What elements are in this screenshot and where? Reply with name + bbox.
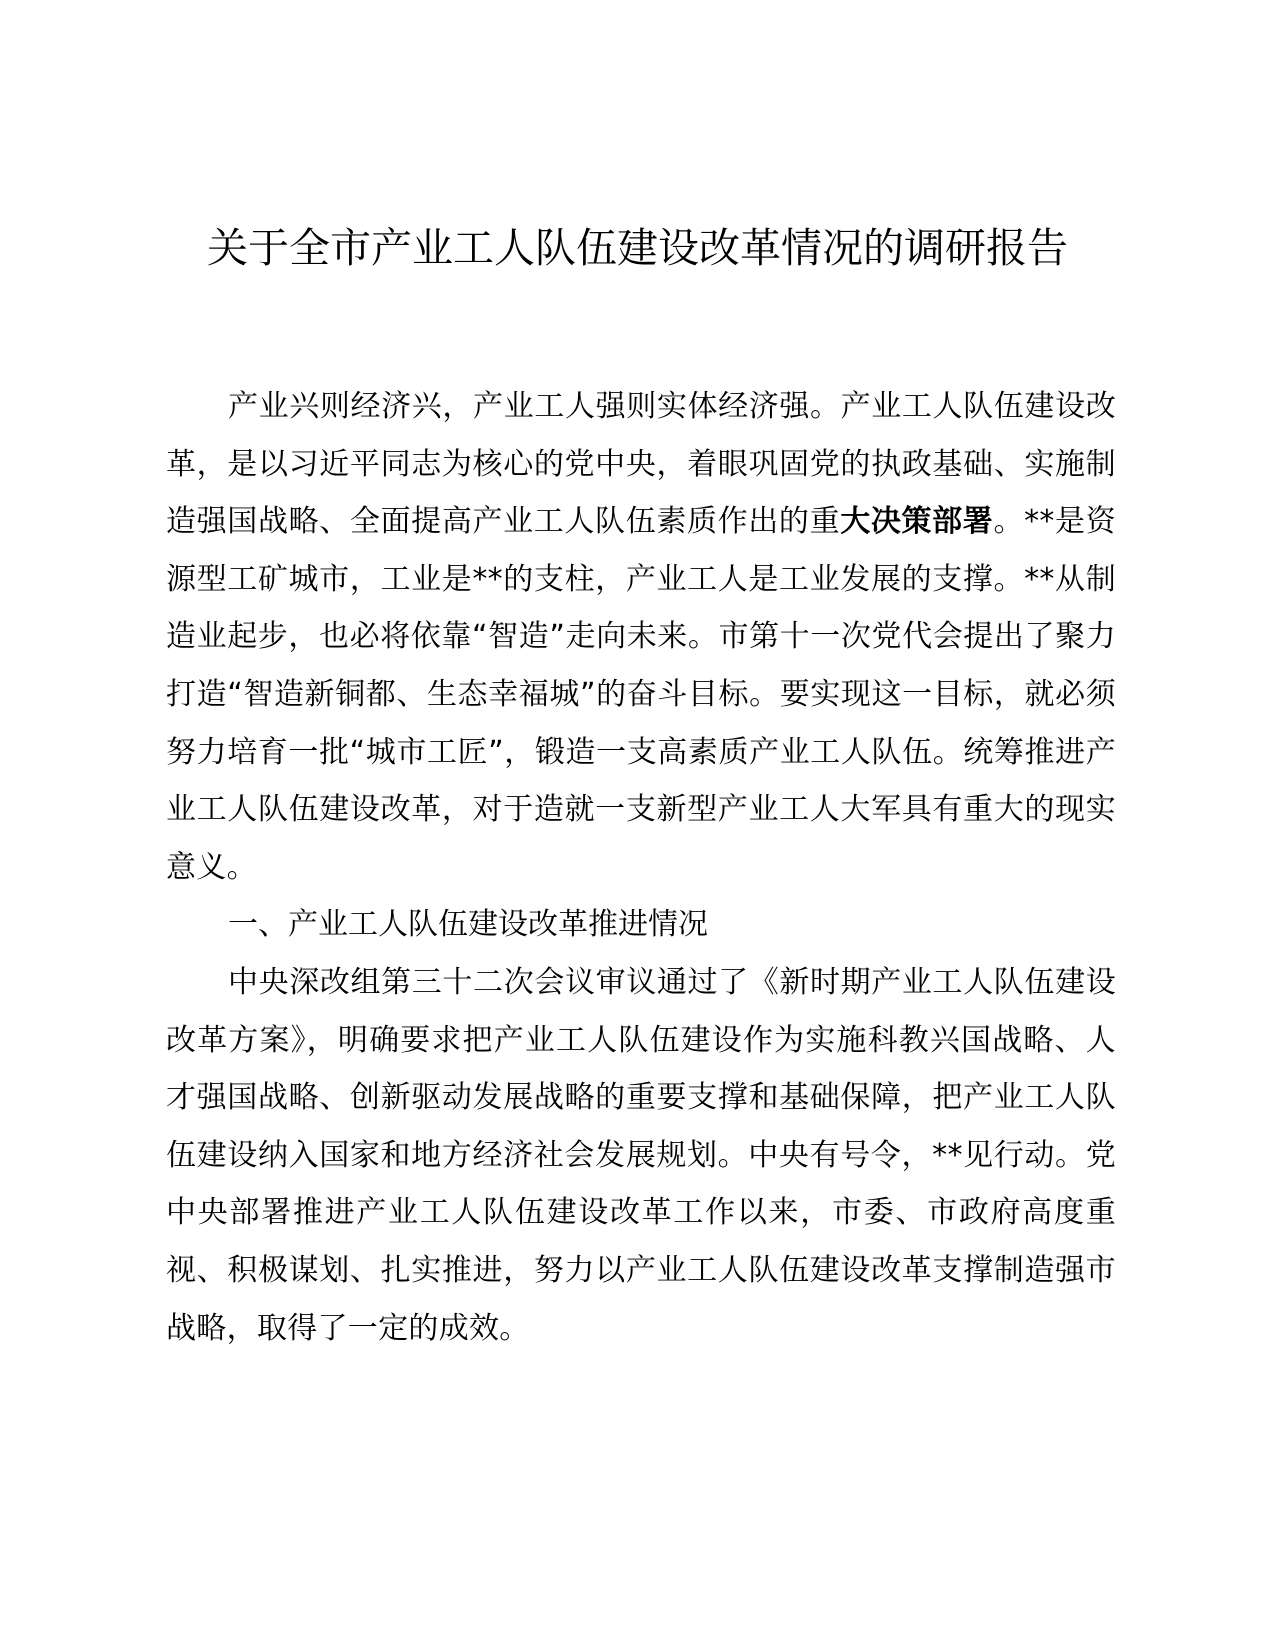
document-body xyxy=(166,378,1116,1357)
intro-paragraph-part2: 。**是资源型工矿城市，工业是**的支柱，产业工人是工业发展的支撑。**从制造业起步，也必将依靠“智造”走向未来。市第十一次党代会提出了聚力打造“智造新铜都、生态幸福城”的奋斗目标。要实现这一目标，就必须努力培育一批“城市工匠”，锻造一支高素质产业工人队伍。统筹推进产业工人队伍建设改革，对于造就一支新型产业工人大军具有重大的现实意义。 xyxy=(166,504,1116,885)
document-title: 关于全市产业工人队伍建设改革情况的调研报告 xyxy=(207,224,1068,272)
intro-paragraph-bold: 大决策部署 xyxy=(840,504,994,540)
intro-paragraph-part1: 产业兴则经济兴，产业工人强则实体经济强。产业工人队伍建设改革，是以习近平同志为核心的党中央，着眼巩固党的执政基础、实施制造强国战略、全面提高产业工人队伍素质作出的重 xyxy=(166,389,1116,540)
section-heading-1: 一、产业工人队伍建设改革推进情况 xyxy=(228,907,708,943)
intro-paragraph xyxy=(166,378,1116,896)
section1-paragraph: 中央深改组第三十二次会议审议通过了《新时期产业工人队伍建设改革方案》，明确要求把产业工人队伍建设作为实施科教兴国战略、人才强国战略、创新驱动发展战略的重要支撑和基础保障，把产业工人队伍建设纳入国家和地方经济社会发展规划。中央有号令，**见行动。党中央部署推进产业工人队伍建设改革工作以来，市委、市政府高度重视、积极谋划、扎实推进，努力以产业工人队伍建设改革支撑制造强市战略，取得了一定的成效。 xyxy=(166,964,1116,1346)
